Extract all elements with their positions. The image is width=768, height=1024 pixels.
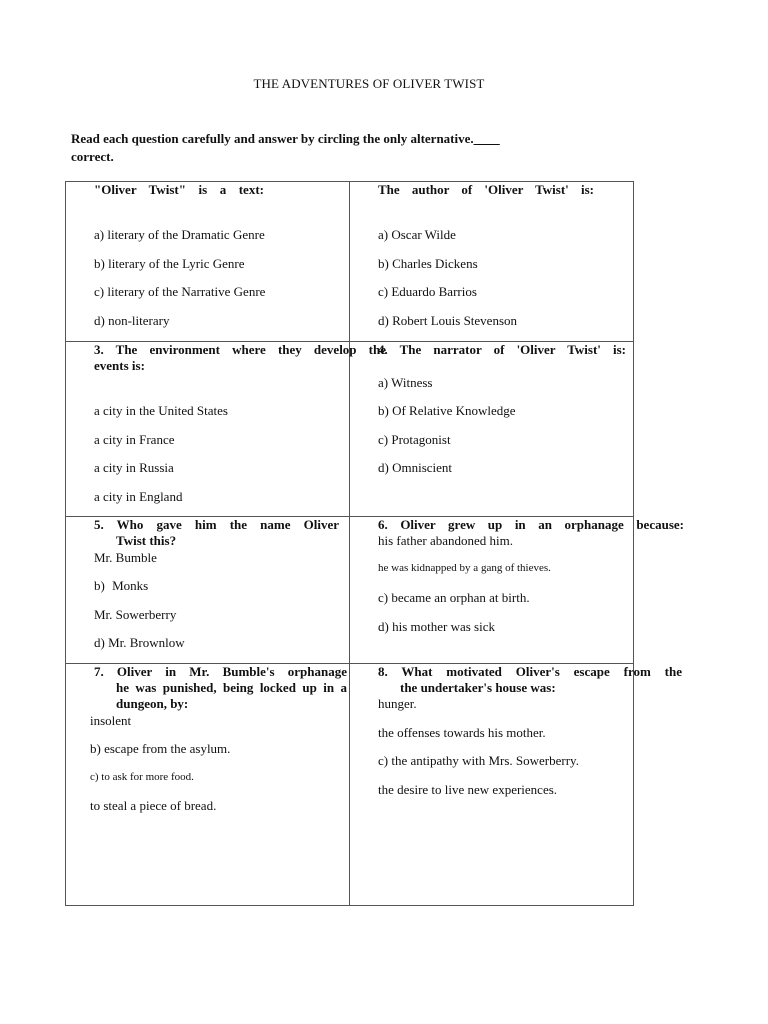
question-text: dungeon, by:: [116, 696, 189, 711]
question-text: he was punished, being locked up in a: [116, 680, 347, 695]
answer-option[interactable]: the desire to live new experiences.: [378, 782, 558, 797]
column-divider: [349, 182, 350, 905]
answer-option[interactable]: b) literary of the Lyric Genre: [94, 256, 245, 271]
question-text: "Oliver Twist" is a text:: [94, 182, 264, 197]
question-text: 6. Oliver grew up in an orphanage because:: [378, 517, 684, 532]
answer-option[interactable]: a city in France: [94, 432, 175, 447]
answer-option[interactable]: d) his mother was sick: [378, 619, 495, 634]
answer-option[interactable]: a city in the United States: [94, 403, 228, 418]
answer-option[interactable]: c) literary of the Narrative Genre: [94, 284, 266, 299]
answer-option[interactable]: a city in England: [94, 489, 183, 504]
answer-option[interactable]: b) Monks: [94, 578, 149, 593]
answer-option[interactable]: b) Charles Dickens: [378, 256, 478, 271]
answer-option[interactable]: insolent: [90, 713, 132, 728]
instructions-text: Read each question carefully and answer by circling the only alternative.: [71, 131, 474, 146]
answer-option[interactable]: the offenses towards his mother.: [378, 725, 546, 740]
question-text: events is:: [94, 358, 145, 373]
document-title: THE ADVENTURES OF OLIVER TWIST: [253, 76, 485, 91]
quiz-table: [65, 181, 684, 906]
question-text: 7. Oliver in Mr. Bumble's orphanage: [94, 664, 347, 679]
answer-option[interactable]: d) Robert Louis Stevenson: [378, 313, 518, 328]
answer-option[interactable]: c) Protagonist: [378, 432, 451, 447]
answer-option[interactable]: he was kidnapped by a gang of thieves.: [378, 562, 551, 574]
answer-option[interactable]: a) Oscar Wilde: [378, 227, 456, 242]
answer-option[interactable]: c) to ask for more food.: [90, 771, 194, 783]
question-text: The author of 'Oliver Twist' is:: [378, 182, 594, 197]
question-text: Twist this?: [116, 533, 177, 548]
answer-option[interactable]: a) Witness: [378, 375, 433, 390]
answer-option[interactable]: b) escape from the asylum.: [90, 741, 231, 756]
answer-option[interactable]: Mr. Bumble: [94, 550, 157, 565]
question-text: 3. The environment where they develop the: [94, 342, 386, 357]
answer-option[interactable]: b) Of Relative Knowledge: [378, 403, 516, 418]
answer-option[interactable]: d) Mr. Brownlow: [94, 635, 185, 650]
question-text: 4. The narrator of 'Oliver Twist' is:: [378, 342, 626, 357]
answer-option[interactable]: his father abandoned him.: [378, 533, 514, 548]
answer-option[interactable]: c) the antipathy with Mrs. Sowerberry.: [378, 753, 579, 768]
answer-option[interactable]: c) became an orphan at birth.: [378, 590, 530, 605]
answer-blank: ____: [473, 131, 500, 146]
answer-option[interactable]: to steal a piece of bread.: [90, 798, 217, 813]
answer-option[interactable]: c) Eduardo Barrios: [378, 284, 477, 299]
answer-option[interactable]: hunger.: [378, 696, 417, 711]
question-text: 8. What motivated Oliver's escape from the: [378, 664, 682, 679]
answer-option[interactable]: d) Omniscient: [378, 460, 453, 475]
answer-option[interactable]: a) literary of the Dramatic Genre: [94, 227, 265, 242]
answer-option[interactable]: a city in Russia: [94, 460, 174, 475]
question-text: the undertaker's house was:: [400, 680, 556, 695]
answer-option[interactable]: d) non-literary: [94, 313, 170, 328]
question-text: 5. Who gave him the name Oliver: [94, 517, 339, 532]
answer-option[interactable]: Mr. Sowerberry: [94, 607, 177, 622]
instructions: [71, 130, 531, 166]
instructions-line2: correct.: [71, 149, 114, 164]
